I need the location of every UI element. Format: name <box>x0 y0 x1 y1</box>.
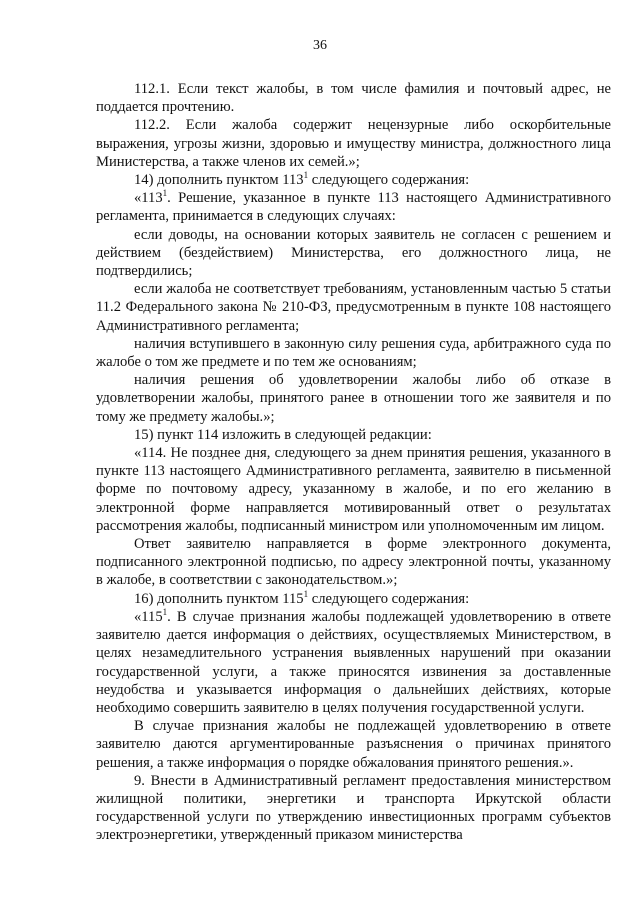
paragraph-112-1: 112.1. Если текст жалобы, в том числе фамилия и почтовый адрес, не поддается прочтению. <box>96 81 611 116</box>
paragraph-rejection: В случае признания жалобы не подлежащей удовлетворению в ответе заявителю даются аргументированные разъяснения о причинах принятого решения, а также информация о порядке обжалования принятого решения.». <box>96 718 611 771</box>
paragraph-item-16 <box>96 590 611 608</box>
paragraph-9: 9. Внести в Административный регламент предоставления министерством жилищной политики, энергетики и транспорта Иркутской области государственной услуги по утверждению инвестиционных программ субъектов электроэнергетики, утвержденный приказом министерства <box>96 772 611 844</box>
paragraph-item-16-text-end: следующего содержания: <box>308 590 470 607</box>
superscript: 1 <box>162 188 168 199</box>
paragraph-114: «114. Не позднее дня, следующего за днем принятия решения, указанного в пункте 113 настоящего Административного регламента, заявителю в письменной форме по почтовому адресу, указанному в жалобе, и по его желанию в электронной форме направляется мотивированный ответ о результатах рассмотрения жалобы, подписанный министром или уполномоченным им лицом. <box>96 445 611 534</box>
superscript: 1 <box>303 170 309 181</box>
paragraph-case-court: наличия вступившего в законную силу решения суда, арбитражного суда по жалобе о том же предмете и по тем же основаниям; <box>96 335 611 371</box>
paragraph-115-1 <box>96 608 611 717</box>
paragraph-item-14-text-end: следующего содержания: <box>308 172 470 189</box>
paragraph-case-arguments: если доводы, на основании которых заявитель не согласен с решением и действием (бездействием) Министерства, его должностного лица, не подтвердились; <box>96 226 611 280</box>
paragraph-case-requirements: если жалоба не соответствует требованиям, установленным частью 5 статьи 11.2 Федерального закона № 210-ФЗ, предусмотренным в пункте 108 настоящего Административного регламента; <box>96 281 611 334</box>
paragraph-113-1 <box>96 189 611 225</box>
paragraph-115-1-text: «115 <box>134 608 163 625</box>
page-number: 36 <box>313 38 327 53</box>
paragraph-item-15: 15) пункт 114 изложить в следующей редакции: <box>134 426 432 443</box>
paragraph-item-14 <box>96 171 611 189</box>
paragraph-item-14-text: 14) дополнить пунктом 113 <box>134 172 304 189</box>
paragraph-113-1-text: «113 <box>134 190 163 207</box>
paragraph-112-2: 112.2. Если жалоба содержит нецензурные либо оскорбительные выражения, угрозы жизни, здоровью и имуществу министра, должностного лица Министерства, а также членов их семей.»; <box>96 117 611 170</box>
paragraph-item-16-text: 16) дополнить пунктом 115 <box>134 590 304 607</box>
paragraph-electronic-answer: Ответ заявителю направляется в форме электронного документа, подписанного электронной подписью, по адресу электронной почты, указанному в жалобе, в соответствии с законодательством.»; <box>96 536 611 589</box>
superscript: 1 <box>303 588 309 599</box>
document-body <box>96 80 611 845</box>
paragraph-113-1-text-end: . Решение, указанное в пункте 113 настоящего Административного регламента, принимается в следующих случаях: <box>96 190 611 225</box>
paragraph-115-1-text-end: . В случае признания жалобы подлежащей удовлетворению в ответе заявителю дается информация о действиях, осуществляемых Министерством, в целях незамедлительного устранения выявленных нарушений при оказании государственной услуги, а также приносятся извинения за доставленные неудобства и указывается информация о дальнейших действиях, которые необходимо совершить заявителю в целях получения государственной услуги. <box>96 608 611 716</box>
paragraph-case-previous-decision: наличия решения об удовлетворении жалобы либо об отказе в удовлетворении жалобы, принятого ранее в отношении того же заявителя и по тому же предмету жалобы.»; <box>96 372 611 425</box>
superscript: 1 <box>162 606 168 617</box>
